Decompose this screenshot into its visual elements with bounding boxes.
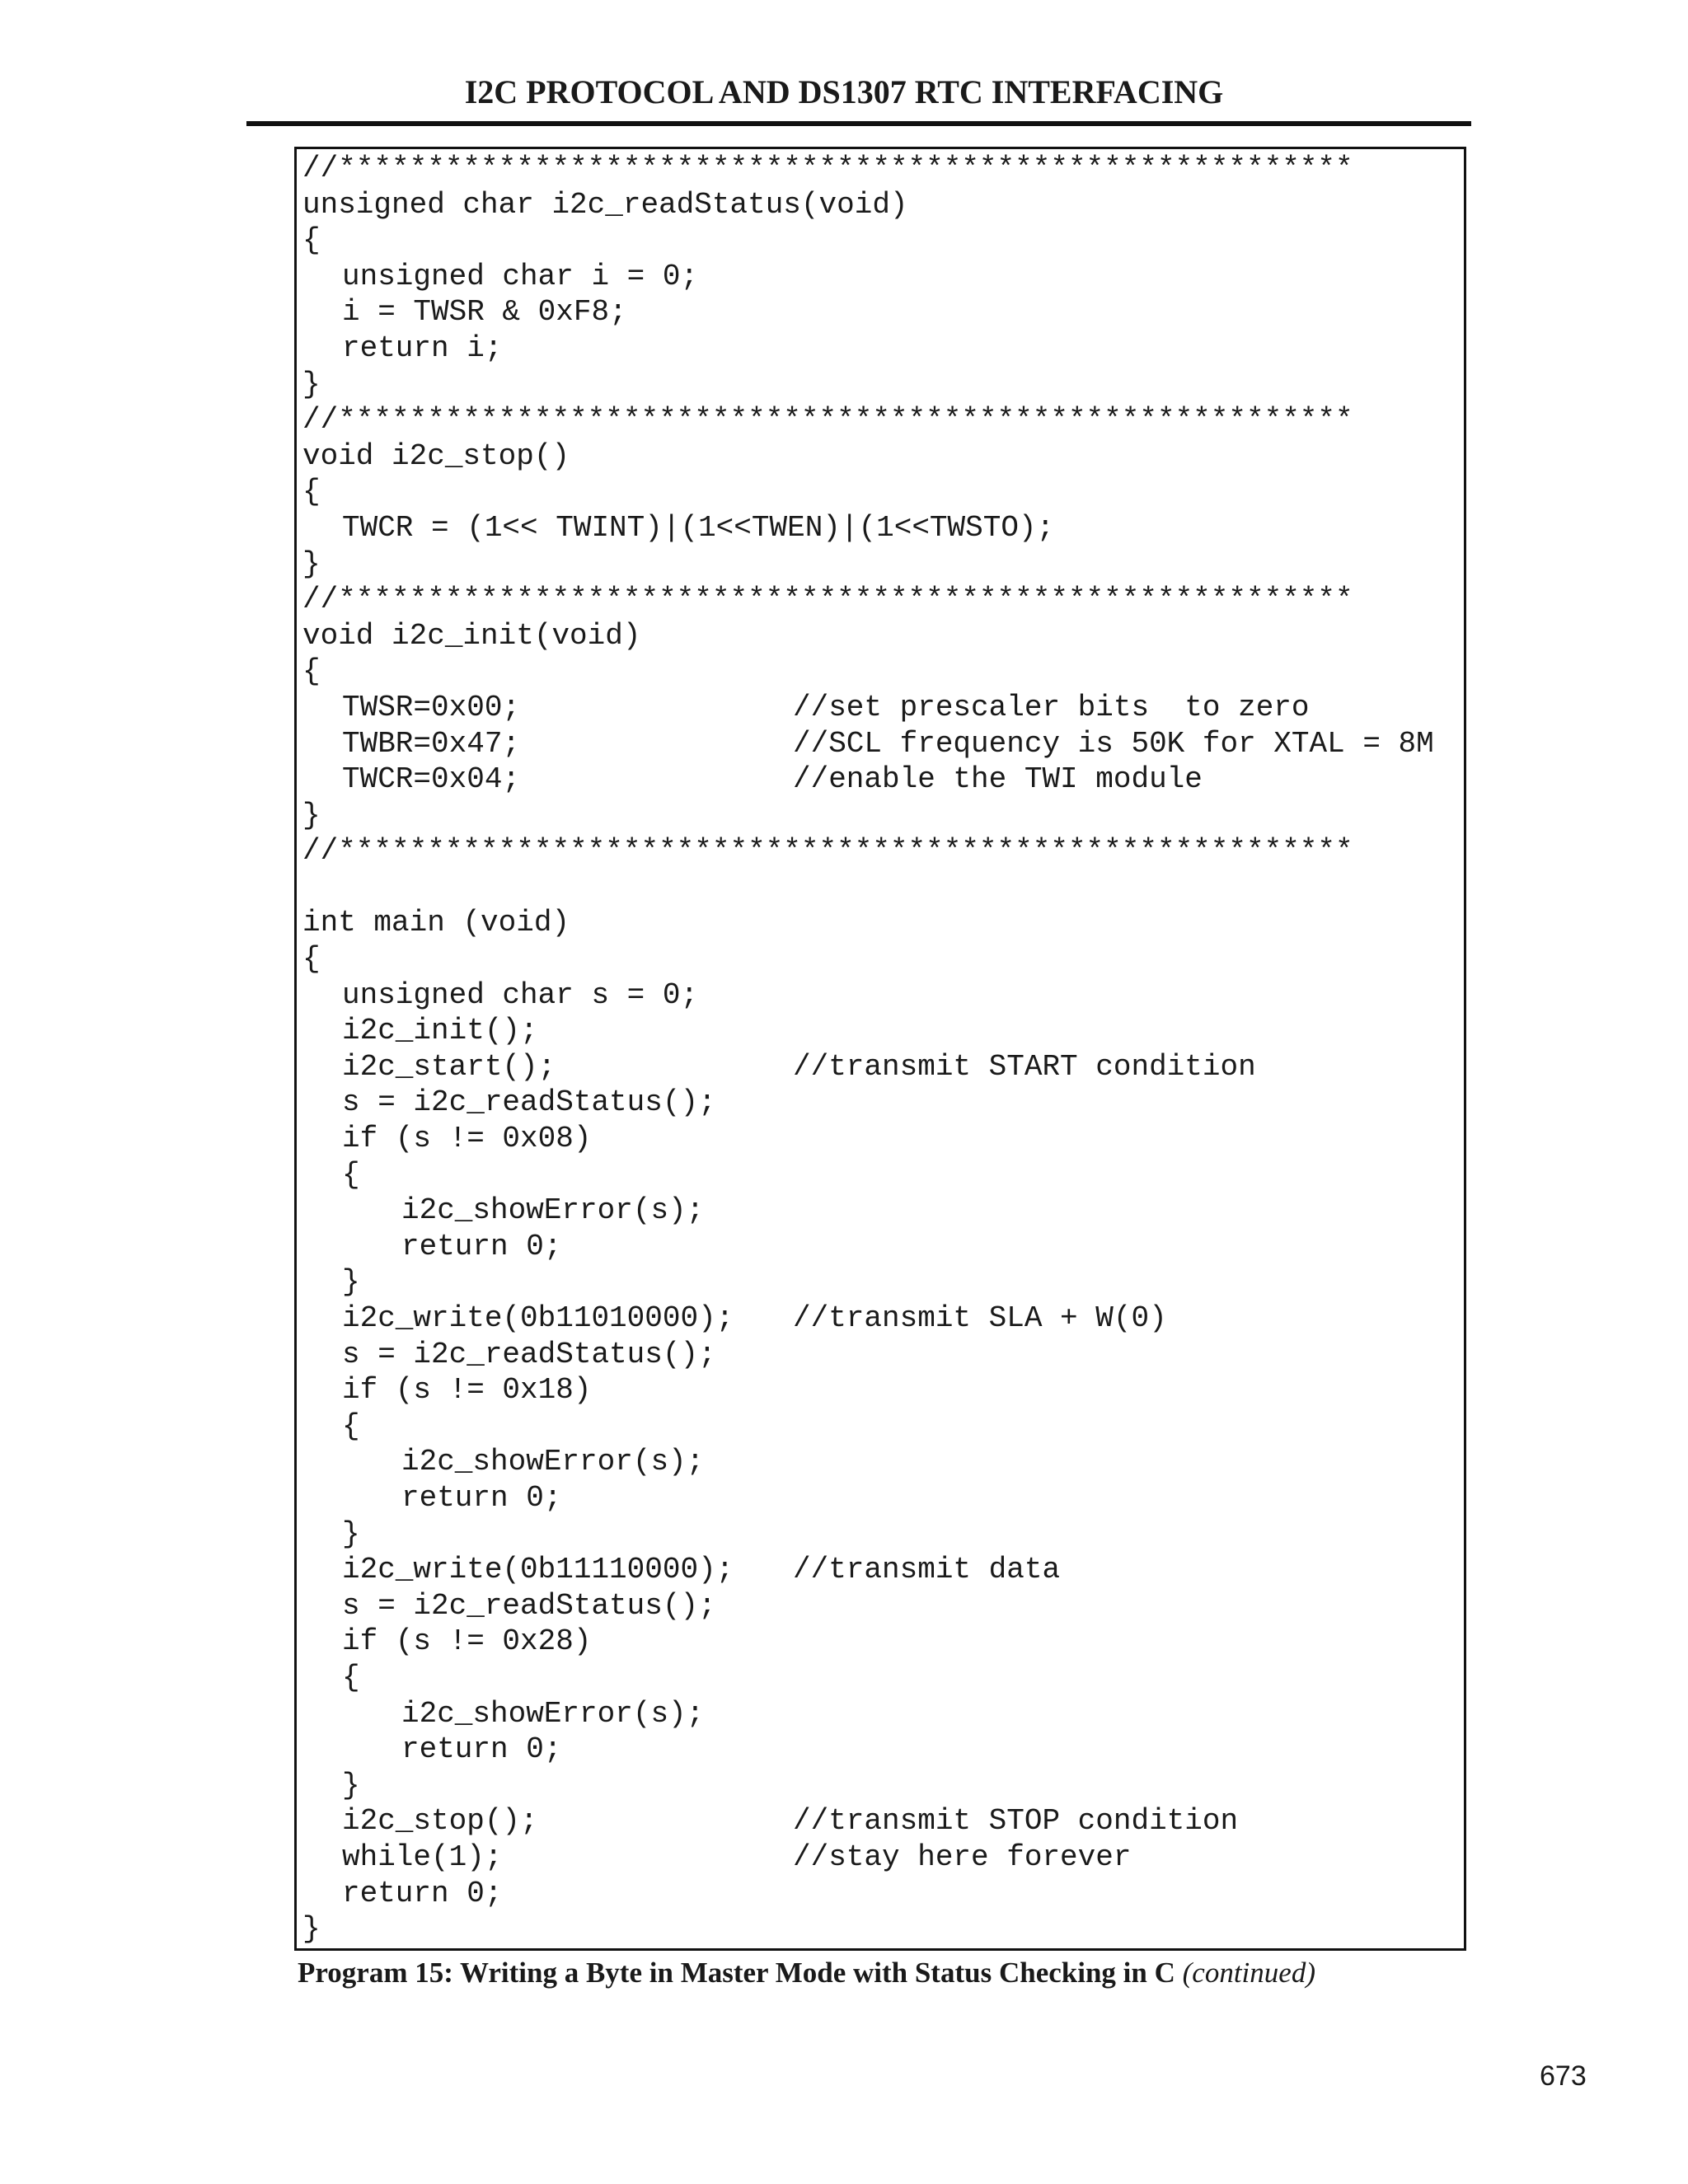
code-text: return 0; <box>401 1229 562 1263</box>
code-text: } <box>342 1265 360 1300</box>
code-comment: //set prescaler bits to zero <box>793 690 1310 724</box>
code-text: i2c_showError(s); <box>401 1193 705 1228</box>
code-text: { <box>302 654 321 689</box>
code-text: } <box>342 1516 360 1551</box>
code-text: i2c_showError(s); <box>401 1445 705 1479</box>
code-text: s = i2c_readStatus(); <box>342 1588 716 1623</box>
code-text: } <box>302 546 321 581</box>
code-text: TWCR=0x04; <box>342 762 521 797</box>
code-text: unsigned char s = 0; <box>342 977 699 1012</box>
caption-continued: (continued) <box>1182 1957 1315 1989</box>
code-text: i2c_write(0b11110000); <box>342 1553 734 1587</box>
code-text: return 0; <box>342 1876 503 1910</box>
code-text: { <box>302 942 321 977</box>
code-text: void i2c_stop() <box>302 438 570 473</box>
code-comment: //transmit SLA + W(0) <box>793 1301 1167 1335</box>
code-text: i2c_stop(); <box>342 1804 538 1839</box>
code-comment: //transmit START condition <box>793 1049 1256 1084</box>
code-text: } <box>302 798 321 832</box>
code-text: } <box>302 1912 321 1947</box>
code-text: i2c_showError(s); <box>401 1696 705 1731</box>
code-text: { <box>342 1157 360 1192</box>
code-text: i2c_write(0b11010000); <box>342 1301 734 1335</box>
code-text: //********************************************************* <box>302 152 1353 185</box>
code-comment: //transmit STOP condition <box>793 1804 1239 1839</box>
code-listing-box <box>294 147 1466 1951</box>
code-text: void i2c_init(void) <box>302 618 641 653</box>
code-comment: //stay here forever <box>793 1840 1132 1874</box>
page-number: 673 <box>1540 2060 1587 2092</box>
code-text: { <box>342 1408 360 1443</box>
code-text: return 0; <box>401 1480 562 1515</box>
code-text: } <box>302 367 321 401</box>
code-text: s = i2c_readStatus(); <box>342 1337 716 1371</box>
code-comment: //enable the TWI module <box>793 762 1203 797</box>
header-rule <box>246 121 1471 126</box>
code-text: TWSR=0x00; <box>342 690 521 724</box>
code-text: //********************************************************* <box>302 834 1353 869</box>
code-text: //********************************************************* <box>302 403 1353 438</box>
code-text: { <box>302 475 321 509</box>
program-caption <box>298 1957 1315 1990</box>
code-text: if (s != 0x18) <box>342 1373 592 1408</box>
code-text: return 0; <box>401 1732 562 1767</box>
code-text: s = i2c_readStatus(); <box>342 1085 716 1120</box>
code-text: unsigned char i = 0; <box>342 259 699 293</box>
code-text: //********************************************************* <box>302 583 1353 617</box>
code-text: while(1); <box>342 1840 503 1874</box>
code-text: if (s != 0x08) <box>342 1122 592 1156</box>
code-text: i2c_init(); <box>342 1014 538 1048</box>
code-text: i2c_start(); <box>342 1049 556 1084</box>
code-text: unsigned char i2c_readStatus(void) <box>302 187 908 222</box>
code-text: return i; <box>342 330 503 365</box>
code-comment: //transmit data <box>793 1553 1061 1587</box>
code-text: { <box>342 1660 360 1694</box>
code-comment: //SCL frequency is 50K for XTAL = 8M <box>793 726 1434 761</box>
code-text: i = TWSR & 0xF8; <box>342 295 627 330</box>
code-text: TWBR=0x47; <box>342 726 521 761</box>
caption-title: Program 15: Writing a Byte in Master Mode with Status Checking in C <box>298 1957 1175 1989</box>
code-text: } <box>342 1768 360 1802</box>
code-text: if (s != 0x28) <box>342 1624 592 1659</box>
code-text: int main (void) <box>302 906 570 940</box>
page-header-title: I2C PROTOCOL AND DS1307 RTC INTERFACING <box>464 73 1224 110</box>
code-text: { <box>302 223 321 258</box>
code-text: TWCR = (1<< TWINT)|(1<<TWEN)|(1<<TWSTO); <box>342 510 1055 545</box>
